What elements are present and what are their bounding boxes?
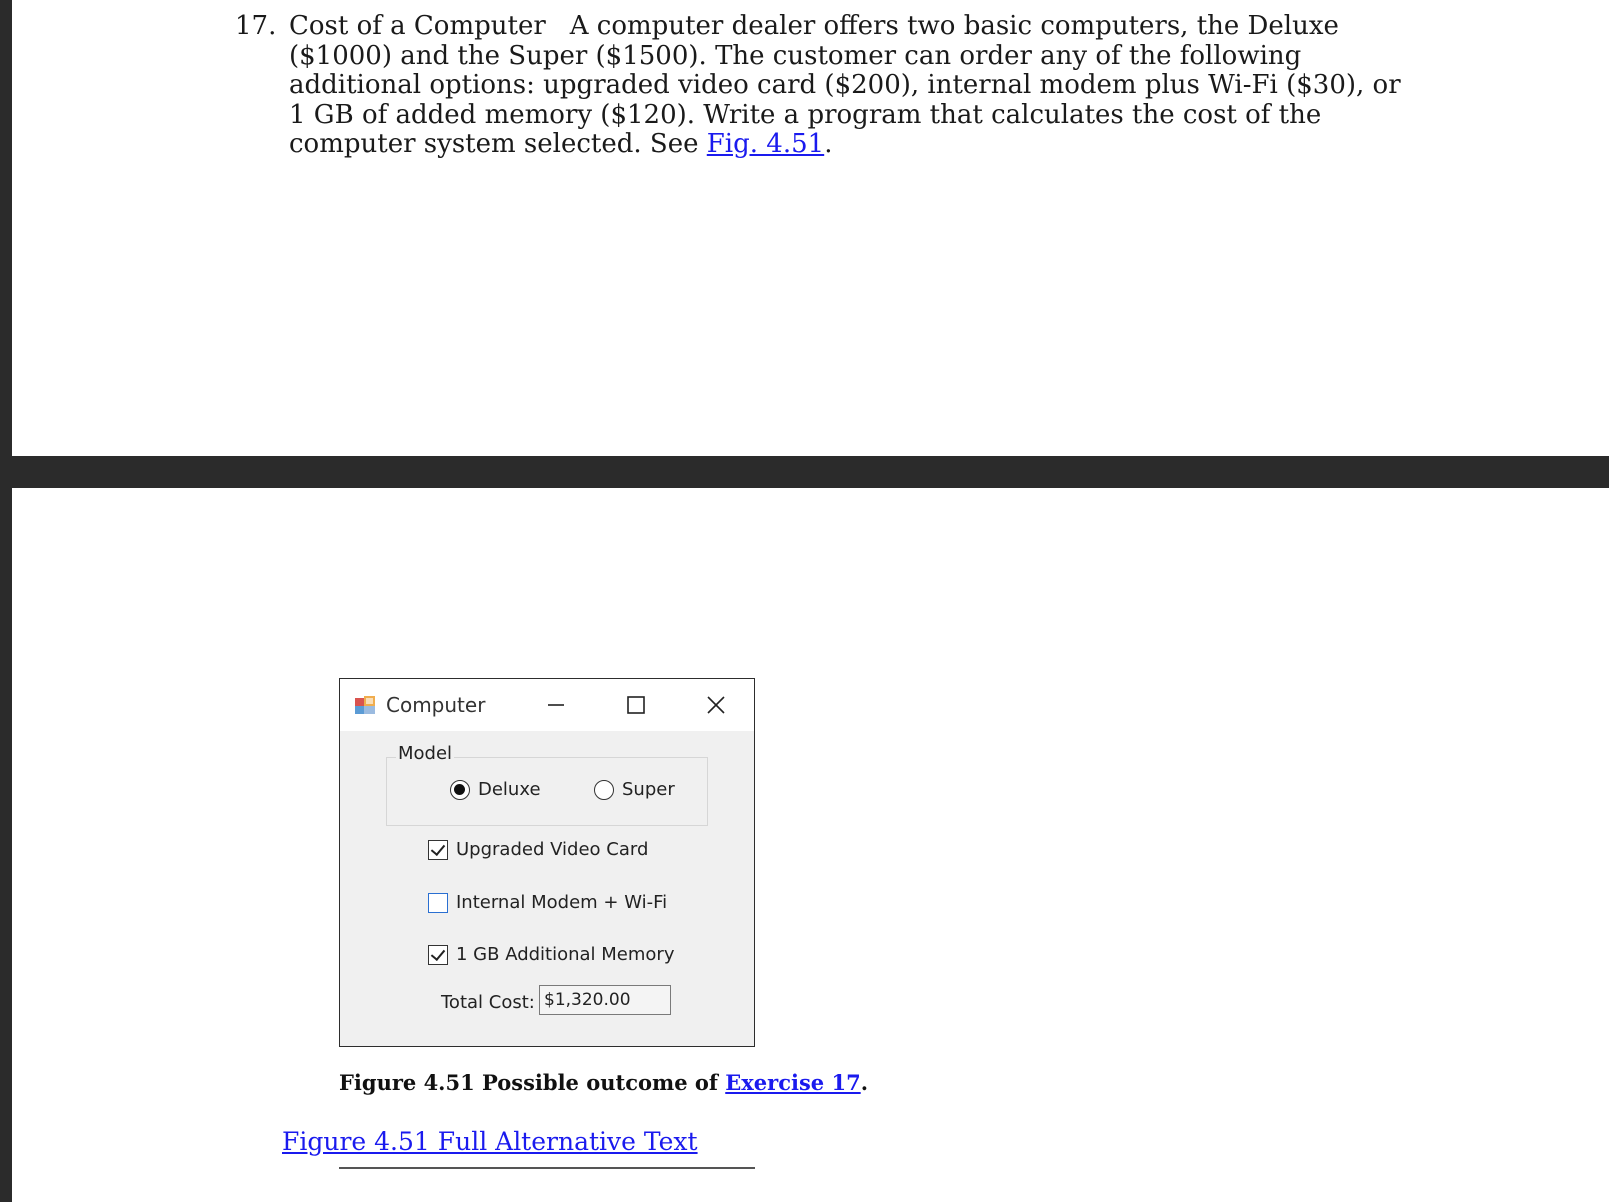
checkbox-memory[interactable] bbox=[428, 944, 674, 965]
radio-deluxe-indicator[interactable] bbox=[450, 780, 470, 800]
checkbox-modem-wifi[interactable] bbox=[428, 892, 667, 913]
computer-form-window bbox=[339, 678, 755, 1047]
exercise-text: A computer dealer offers two basic computers, the Deluxe ($1000) and the Super ($1500). The customer can order any of the following additional options: upgraded video card ($200), internal modem plus Wi-Fi ($30), or 1 GB of added memory ($120). Write a program that calculates the cost of the computer system selected. See bbox=[289, 11, 1401, 159]
close-icon[interactable] bbox=[696, 687, 736, 723]
radio-deluxe[interactable] bbox=[450, 779, 541, 800]
checkbox-video-card-label: Upgraded Video Card bbox=[456, 839, 649, 860]
radio-super[interactable] bbox=[594, 779, 675, 800]
radio-super-indicator[interactable] bbox=[594, 780, 614, 800]
exercise-title: Cost of a Computer bbox=[289, 11, 546, 41]
caption-end: . bbox=[860, 1070, 868, 1095]
checkbox-memory-label: 1 GB Additional Memory bbox=[456, 944, 675, 965]
checkbox-video-card[interactable] bbox=[428, 839, 648, 860]
form-app-icon bbox=[354, 694, 376, 716]
checkbox-modem-wifi-label: Internal Modem + Wi-Fi bbox=[456, 892, 668, 913]
total-cost-label: Total Cost: bbox=[441, 992, 535, 1013]
full-alt-text-link[interactable]: Figure 4.51 Full Alternative Text bbox=[282, 1127, 698, 1156]
exercise-17 bbox=[235, 12, 1410, 160]
total-cost-field[interactable]: $1,320.00 bbox=[539, 985, 671, 1015]
minimize-icon[interactable] bbox=[536, 687, 576, 723]
radio-deluxe-label: Deluxe bbox=[478, 779, 541, 800]
exercise-end: . bbox=[824, 129, 833, 159]
exercise-body bbox=[289, 12, 1410, 160]
page-top bbox=[12, 0, 1609, 456]
model-group-label: Model bbox=[398, 743, 453, 764]
exercise-number: 17. bbox=[235, 11, 277, 41]
title-bar[interactable] bbox=[340, 679, 754, 731]
checkbox-video-card-box[interactable] bbox=[428, 840, 448, 860]
bottom-divider bbox=[339, 1167, 755, 1169]
figure-caption bbox=[339, 1070, 868, 1095]
maximize-icon[interactable] bbox=[616, 687, 656, 723]
exercise-17-link[interactable]: Exercise 17 bbox=[725, 1070, 861, 1095]
caption-prefix: Figure 4.51 Possible outcome of bbox=[339, 1070, 718, 1095]
window-title: Computer bbox=[386, 693, 486, 717]
checkbox-modem-wifi-box[interactable] bbox=[428, 893, 448, 913]
fig-4-51-link[interactable]: Fig. 4.51 bbox=[706, 129, 825, 159]
checkbox-memory-box[interactable] bbox=[428, 945, 448, 965]
radio-super-label: Super bbox=[622, 779, 675, 800]
page-bottom bbox=[12, 488, 1609, 1202]
